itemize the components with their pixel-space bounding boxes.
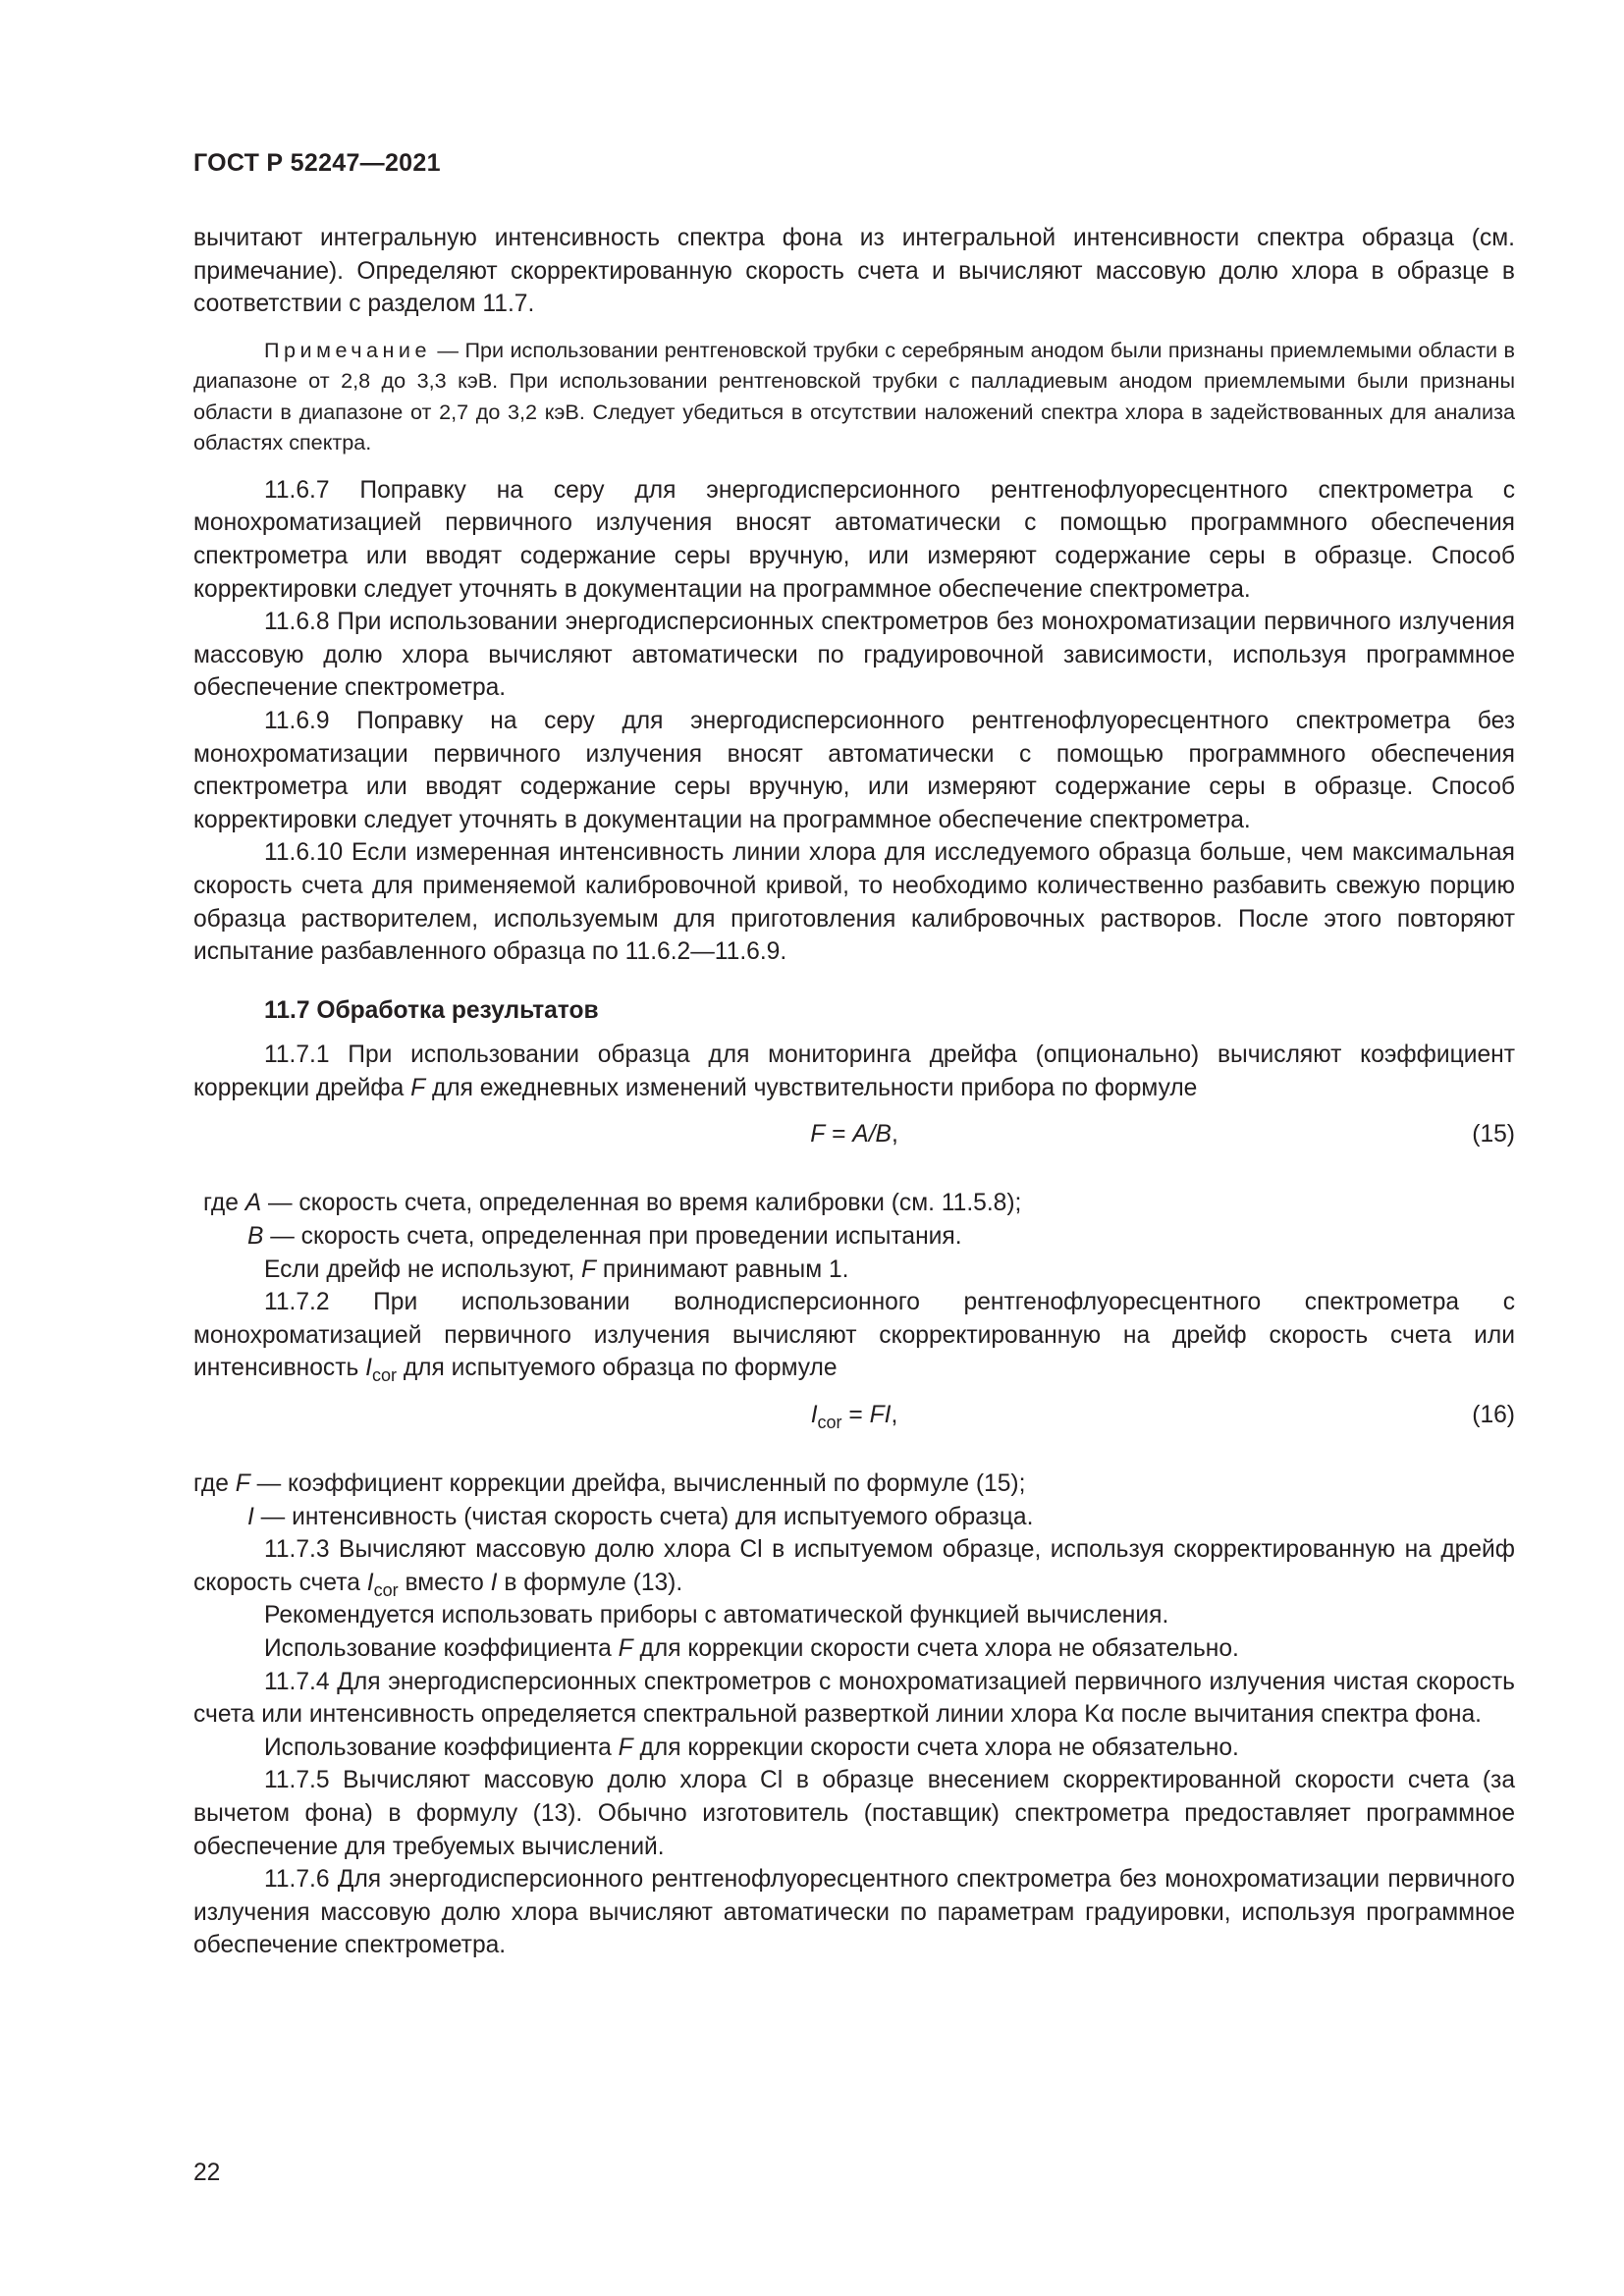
where-16-i: I — интенсивность (чистая скорость счета) для испытуемого образца.: [247, 1503, 1034, 1530]
paragraph-continuation: вычитают интегральную интенсивность спектра фона из интегральной интенсивности спектра образца (см. примечание). Определяют скорректированную скорость счета и вычисляют массовую долю хлора в образце в соответствии с разделом 11.7.: [193, 225, 1515, 318]
paragraph-11-7-2: 11.7.2 При использовании волнодисперсионного рентгенофлуоресцентного спектрометра с монохроматизацией первичного излучения вычисляют скорректированную на дрейф скорость счета или интенсивность $I_{cor}$ для испытуемого образца по формуле: [193, 1289, 1515, 1386]
formula-15-expression: F = A/B,: [810, 1121, 898, 1148]
section-heading-11-7: 11.7 Обработка результатов: [264, 996, 599, 1024]
paragraph-11-7-6: 11.7.6 Для энергодисперсионного рентгенофлуоресцентного спектрометра без монохроматизации первичного излучения массовую долю хлора вычисляют автоматически по параметрам градуировки, используя программное обеспечение спектрометра.: [193, 1866, 1515, 1959]
paragraph-optional-f-1: Использование коэффициента F для коррекции скорости счета хлора не обязательно.: [264, 1635, 1239, 1662]
document-body: [193, 222, 1515, 1962]
paragraph-11-7-4: 11.7.4 Для энергодисперсионных спектрометров с монохроматизацией первичного излучения чистая скорость счета или интенсивность определяется спектральной разверткой линии хлора Kα после вычитания спектра фона.: [193, 1668, 1515, 1729]
paragraph-11-6-10: 11.6.10 Если измеренная интенсивность линии хлора для исследуемого образца больше, чем максимальная скорость счета для применяемой калибровочной кривой, то необходимо количественно разбавить свежую порцию образца растворителем, используемым для приготовления калибровочных растворов. После этого повторяют испытание разбавленного образца по 11.6.2—11.6.9.: [193, 839, 1515, 966]
formula-16: [193, 1395, 1515, 1440]
formula-15-number: (15): [1472, 1121, 1515, 1148]
paragraph-optional-f-2: Использование коэффициента F для коррекции скорости счета хлора не обязательно.: [264, 1734, 1239, 1761]
paragraph-11-7-5: 11.7.5 Вычисляют массовую долю хлора Cl в образце внесением скорректированной скорости счета (за вычетом фона) в формулу (13). Обычно изготовитель (поставщик) спектрометра предоставляет программное обеспечение для требуемых вычислений.: [193, 1767, 1515, 1860]
paragraph-11-7-1: 11.7.1 При использовании образца для мониторинга дрейфа (опционально) вычисляют коэффициент коррекции дрейфа F для ежедневных изменений чувствительности прибора по формуле: [193, 1041, 1515, 1101]
paragraph-no-drift: Если дрейф не используют, F принимают равным 1.: [264, 1255, 849, 1283]
paragraph-11-7-3: 11.7.3 Вычисляют массовую долю хлора Cl в испытуемом образце, используя скорректированную на дрейф скорость счета $I_{cor}$ вместо I в формуле (13).: [193, 1536, 1515, 1600]
note: [193, 335, 1515, 458]
note-label: Примечание: [264, 337, 431, 362]
formula-16-number: (16): [1472, 1402, 1515, 1429]
where-15-a: где A — скорость счета, определенная во время калибровки (см. 11.5.8);: [203, 1190, 1022, 1217]
paragraph-11-6-8: 11.6.8 При использовании энергодисперсионных спектрометров без монохроматизации первичного излучения массовую долю хлора вычисляют автоматически по градуировочной зависимости, используя программное обеспечение спектрометра.: [193, 609, 1515, 702]
where-15-b: B — скорость счета, определенная при проведении испытания.: [247, 1223, 962, 1251]
paragraph-11-6-9: 11.6.9 Поправку на серу для энергодисперсионного рентгенофлуоресцентного спектрометра без монохроматизации первичного излучения вносят автоматически с помощью программного обеспечения спектрометра или вводят содержание серы вручную, или измеряют содержание серы в образце. Способ корректировки следует уточнять в документации на программное обеспечение спектрометра.: [193, 707, 1515, 833]
paragraph-11-6-7: 11.6.7 Поправку на серу для энергодисперсионного рентгенофлуоресцентного спектрометра с монохроматизацией первичного излучения вносят автоматически с помощью программного обеспечения спектрометра или вводят содержание серы вручную, или измеряют содержание серы в образце. Способ корректировки следует уточнять в документации на программное обеспечение спектрометра.: [193, 476, 1515, 603]
note-text: — При использовании рентгеновской трубки с серебряным анодом были признаны приемлемыми области в диапазоне от 2,8 до 3,3 кэВ. При использовании рентгеновской трубки с палладиевым анодом приемлемыми были признаны области в диапазоне от 2,7 до 3,2 кэВ. Следует убедиться в отсутствии наложений спектра хлора в задействованных для анализа областях спектра.: [193, 337, 1515, 455]
formula-15: [193, 1114, 1515, 1159]
standard-header: ГОСТ Р 52247—2021: [193, 149, 441, 177]
where-16-f: где F — коэффициент коррекции дрейфа, вычисленный по формуле (15);: [193, 1470, 1026, 1498]
page-number: 22: [193, 2160, 221, 2186]
paragraph-recommendation: Рекомендуется использовать приборы с автоматической функцией вычисления.: [264, 1602, 1169, 1629]
formula-16-expression: $I_{cor}$ = FI,: [810, 1402, 898, 1433]
